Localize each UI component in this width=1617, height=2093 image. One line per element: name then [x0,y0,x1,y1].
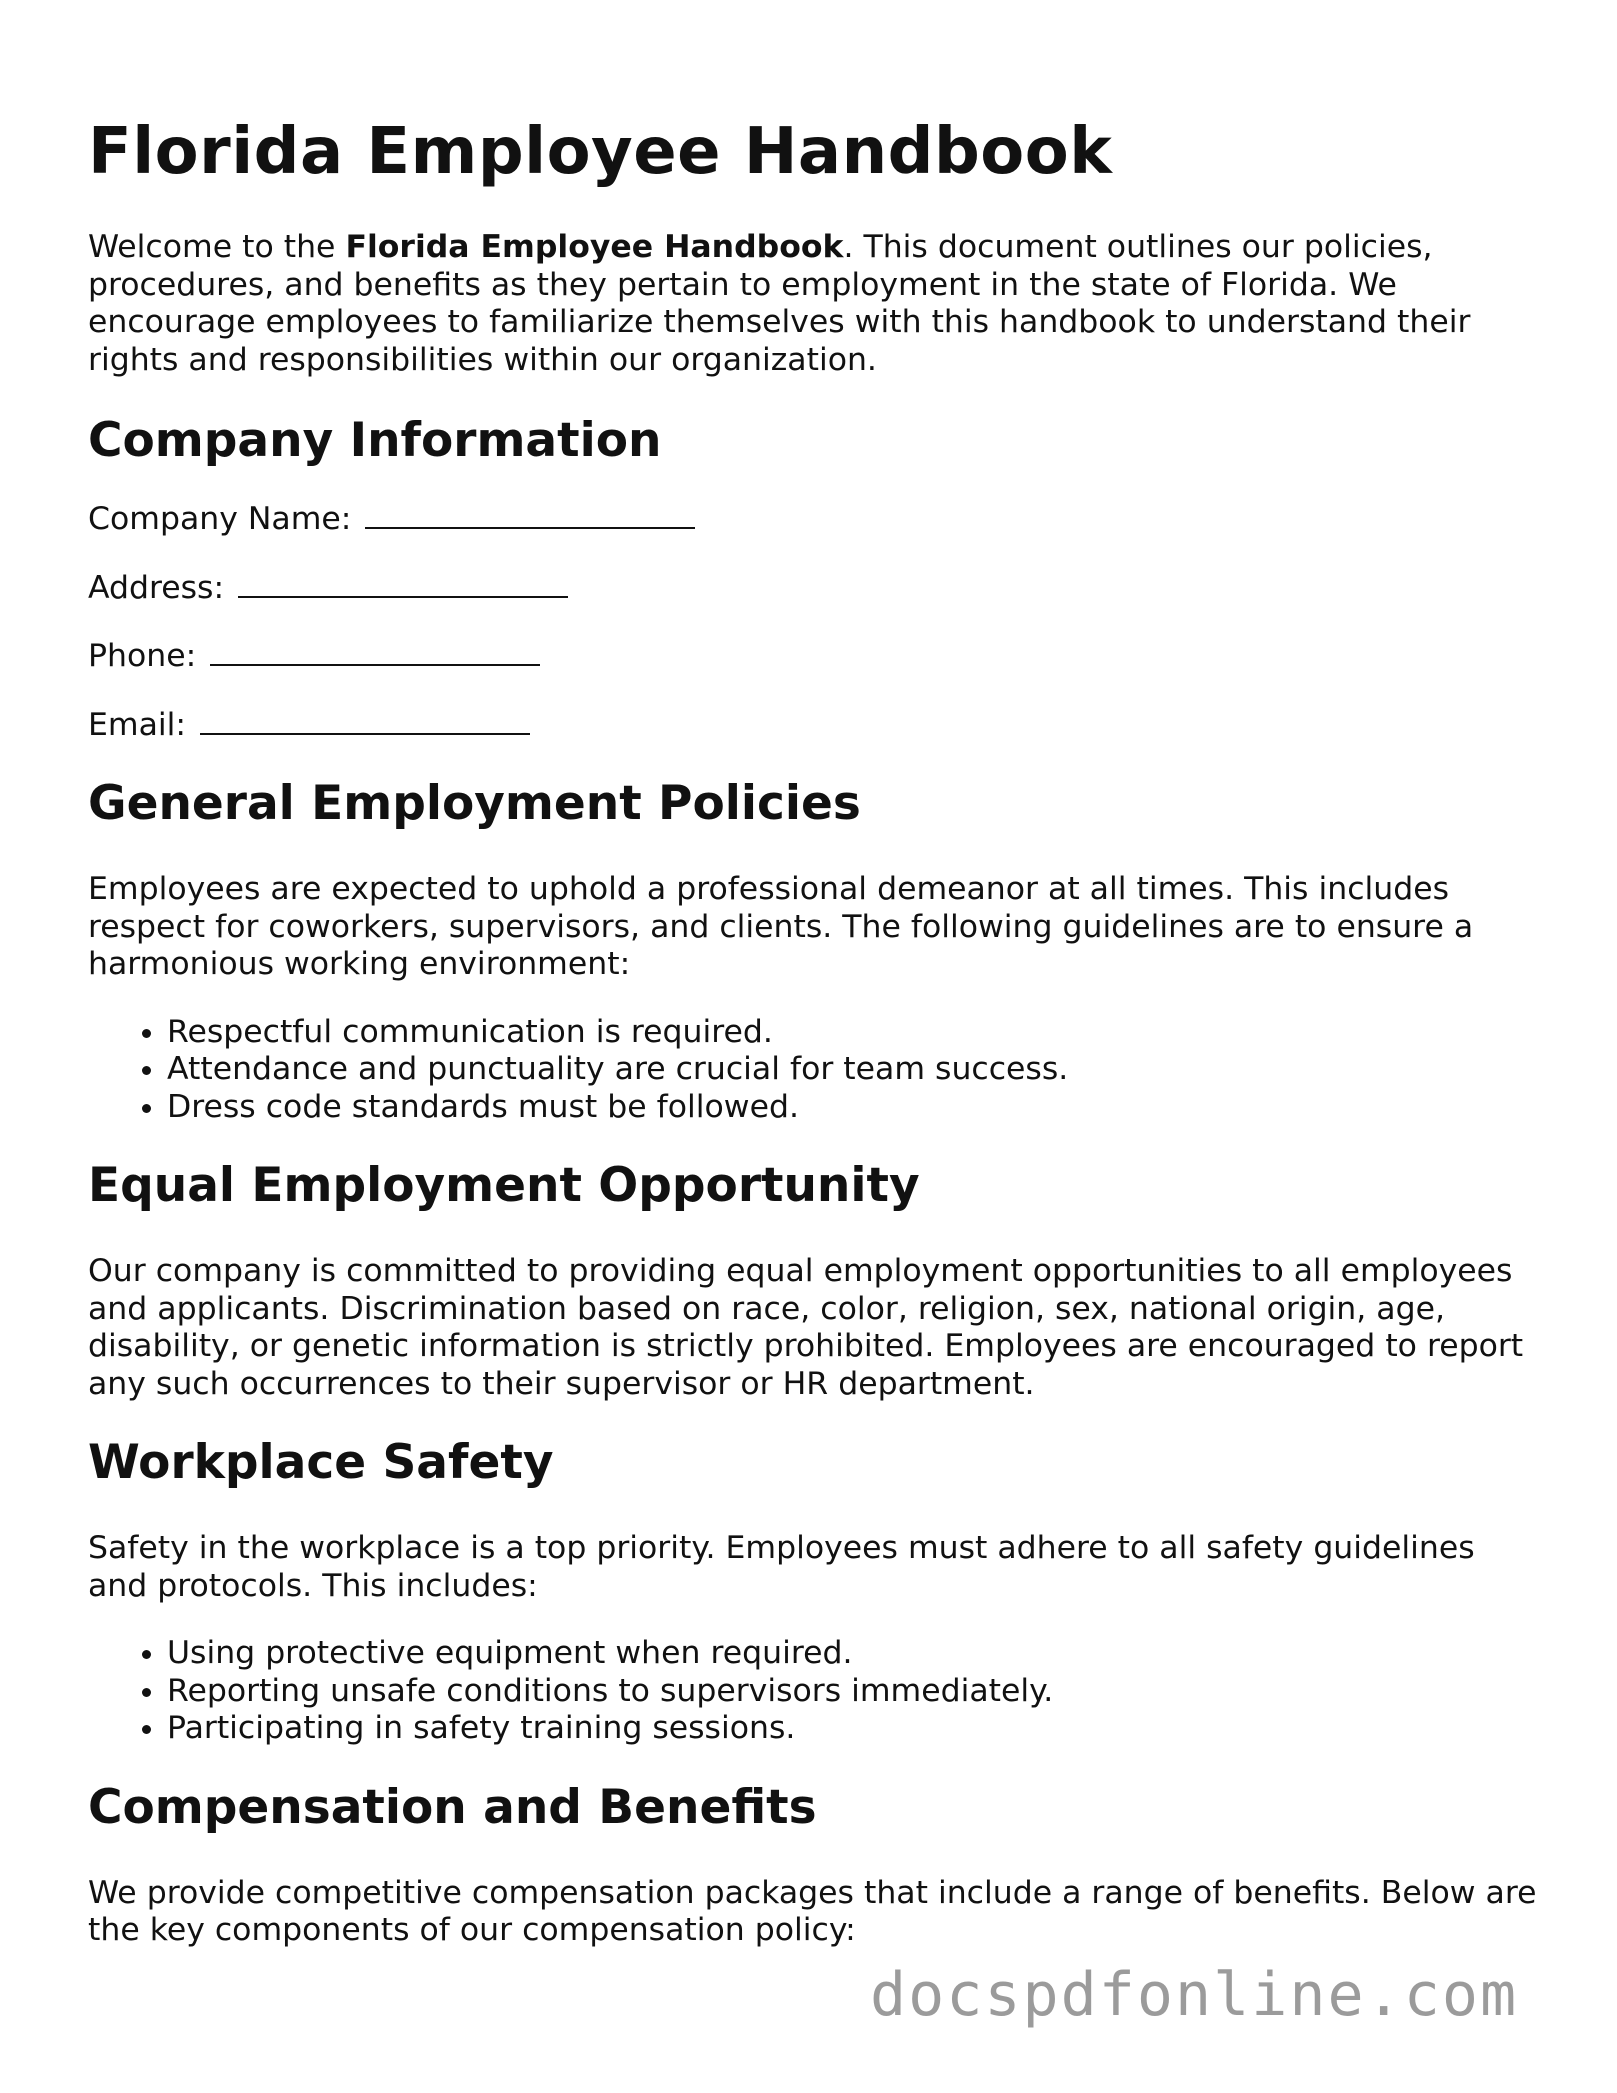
intro-prefix: Welcome to the [88,229,346,265]
field-address [88,570,1538,608]
field-label: Company Name: [88,501,352,537]
field-phone [88,638,1538,676]
general-policies-list [88,1014,1538,1127]
document-page [88,0,1538,1950]
list-item: • Reporting unsafe conditions to supervisors immediately. [167,1673,1538,1711]
compensation-paragraph: We provide competitive compensation packages that include a range of benefits. Below are the key components of our compensation policy: [88,1874,1537,1948]
document-title: Florida Employee Handbook [88,115,1113,189]
list-item: • Using protective equipment when required. [167,1635,1538,1673]
address-blank[interactable] [238,570,568,598]
field-email [88,707,1538,745]
heading-compensation-and-benefits: Compensation and Benefits [88,1779,817,1835]
list-item: • Dress code standards must be followed. [167,1089,1538,1127]
safety-list [88,1635,1538,1748]
list-item: • Attendance and punctuality are crucial for team success. [167,1051,1538,1089]
company-fields [88,501,1538,744]
general-policies-paragraph: Employees are expected to uphold a professional demeanor at all times. This includes respect for coworkers, supervisors, and clients. The following guidelines are to ensure a harmonious working environment: [88,871,1474,982]
heading-workplace-safety: Workplace Safety [88,1435,554,1490]
intro-suffix: . This document outlines our policies, procedures, and benefits as they pertain to employment in the state of Florida. We encourage employees to familiarize themselves with this handbook to understand their rights and responsibilities within our organization. [88,229,1471,378]
list-item: • Respectful communication is required. [167,1014,1538,1052]
safety-paragraph: Safety in the workplace is a top priority. Employees must adhere to all safety guidelines and protocols. This includes: [88,1530,1475,1604]
heading-equal-employment-opportunity: Equal Employment Opportunity [88,1158,920,1213]
field-label: Email: [88,706,187,743]
field-company-name [88,501,1538,539]
email-blank[interactable] [200,707,530,735]
watermark: docspdfonline.com [870,1960,1519,2030]
intro-paragraph [88,229,1538,379]
list-item: • Participating in safety training sessions. [167,1710,1538,1748]
field-label: Address: [88,569,225,606]
company-name-blank[interactable] [365,501,695,529]
eeo-paragraph: Our company is committed to providing equal employment opportunities to all employees and applicants. Discrimination based on race, color, religion, sex, national origin, age, disability, or genetic information is strictly prohibited. Employees are encouraged to report any such occurrences to their supervisor or HR department. [88,1253,1524,1402]
field-label: Phone: [88,638,197,674]
heading-general-employment-policies: General Employment Policies [88,776,861,831]
phone-blank[interactable] [210,638,540,666]
heading-company-information: Company Information [88,413,662,468]
intro-bold-title: Florida Employee Handbook [345,229,844,265]
